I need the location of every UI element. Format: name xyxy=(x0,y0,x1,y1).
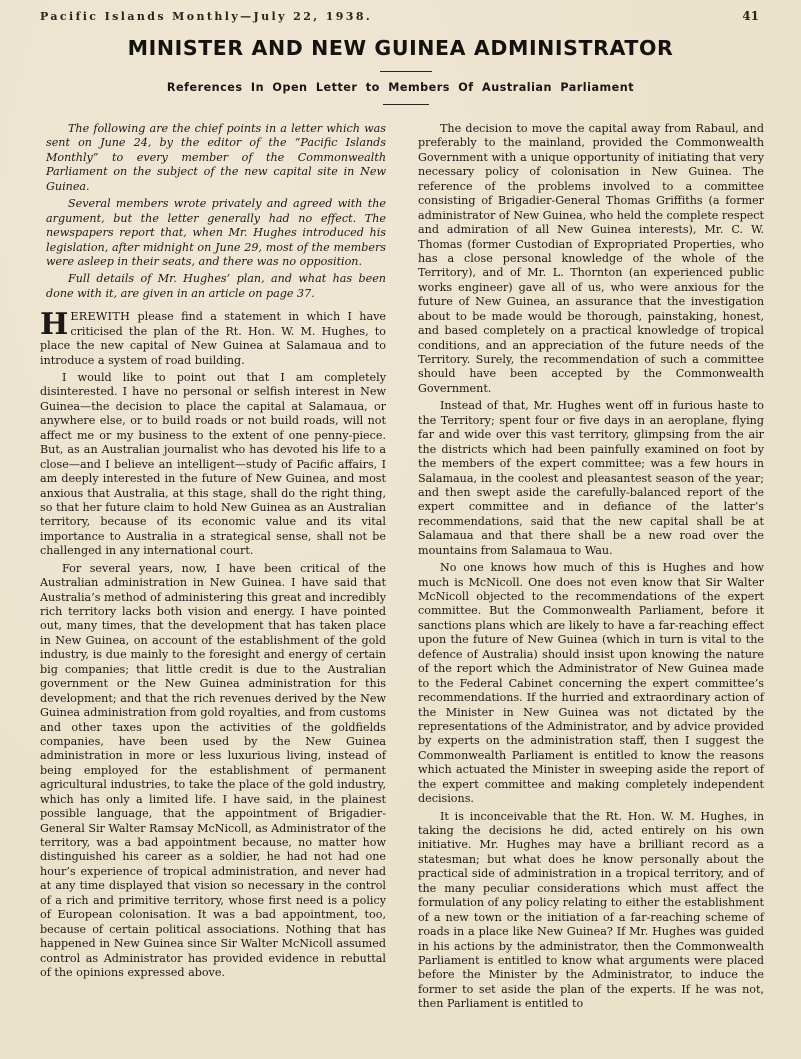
left-column xyxy=(40,122,386,983)
editor-note-paragraph: Full details of Mr. Hughes’ plan, and what has been done with it, are given in an article on page 37. xyxy=(46,272,386,300)
body-paragraph: No one knows how much of this is Hughes and how much is McNicoll. One does not even know that Sir Walter McNicoll objected to the recommendations of the expert committee. But the Commonwealth Parliament, before it sanctions plans which are likely to have a far-reaching effect upon the future of New Guinea (which in turn is vital to the defence of Australia) should insist upon knowing the nature of the report which the Administrator of New Guinea made to the Federal Cabinet concerning the expert committee’s recommendations. If the hurried and extraordinary action of the Minister in New Guinea was not dictated by the representations of the Administrator, and by advice provided by experts on the administration staff, then I suggest the Commonwealth Parliament is entitled to know the reasons which actuated the Minister in sweeping aside the report of the expert committee and making completely independent decisions. xyxy=(418,561,764,806)
body-paragraph: For several years, now, I have been critical of the Australian administration in New Guinea. I have said that Australia’s method of administering this great and incredibly rich territory lacks both vision and energy. I have pointed out, many times, that the development that has taken place in New Guinea, on account of the establishment of the gold industry, is due mainly to the foresight and energy of certain big companies; that little credit is due to the Australian government or the New Guinea administration for this development; and that the rich revenues derived by the New Guinea administration from gold royalties, and from customs and other taxes upon the activities of the goldfields companies, have been used by the New Guinea administration in more or less luxurious living, instead of being employed for the establishment of permanent agricultural industries, to take the place of the gold industry, which has only a limited life. I have said, in the plainest possible language, that the appointment of Brigadier-General Sir Walter Ramsay McNicoll, as Administrator of the territory, was a bad appointment because, no matter how distinguished his career as a soldier, he had not had one hour’s experience of tropical administration, and never had at any time displayed that vision so necessary in the control of a rich and primitive territory, whose first need is a policy of European colonisation. It was a bad appointment, too, because of certain political associations. Nothing that has happened in New Guinea since Sir Walter McNicoll assumed control as Administrator has provided evidence in rebuttal of the opinions expressed above. xyxy=(40,561,386,979)
headline-rule xyxy=(380,71,432,72)
running-head: Pacific Islands Monthly—July 22, 1938. xyxy=(40,10,373,23)
page-number: 41 xyxy=(742,9,759,23)
opening-paragraph-text: please find a statement in which I have criticised the plan of the Rt. Hon. W. M. Hughes, to place the new capital of New Guinea at Salamaua and to introduce a system of road building. xyxy=(40,310,386,367)
editor-note-paragraph: The following are the chief points in a letter which was sent on June 24, by the editor of the “Pacific Islands Monthly” to every member of the Commonwealth Parliament on the subject of the new capital site in New Guinea. xyxy=(46,122,386,193)
subheadline-rule xyxy=(383,104,429,105)
opening-paragraph xyxy=(40,307,386,368)
right-column xyxy=(418,122,764,1015)
article-headline: MINISTER AND NEW GUINEA ADMINISTRATOR xyxy=(127,36,674,60)
body-paragraph: The decision to move the capital away from Rabaul, and preferably to the mainland, provided the Commonwealth Government with a unique opportunity of initiating that very necessary policy of colonisation in New Guinea. The reference of the problems involved to a committee consisting of Brigadier-General Thomas Griffiths (a former administrator of New Guinea, who held the complete respect and admiration of all New Guinea interests), Mr. C. W. Thomas (former Custodian of Expropriated Properties, who has a close personal knowledge of the whole of the Territory), and of Mr. L. Thornton (an experienced public works engineer) gave all of us, who were anxious for the future of New Guinea, an assurance that the investigation about to be made would be thorough, painstaking, honest, and based completely on a practical knowledge of tropical conditions, and an appreciation of the future needs of the Territory. Surely, the recommendation of such a committee should have been accepted by the Commonwealth Government. xyxy=(418,122,765,395)
body-paragraph: It is inconceivable that the Rt. Hon. W. M. Hughes, in taking the decisions he did, acted entirely on his own initiative. Mr. Hughes may have a brilliant record as a statesman; but what does he know personally about the practical side of administration in a tropical territory, and of the many peculiar considerations which must affect the formulation of any policy relating to either the establishment of a new town or the initiation of a far-reaching scheme of roads in a place like New Guinea? If Mr. Hughes was guided in his actions by the administrator, then the Commonwealth Parliament is entitled to know what arguments were placed before the Minister by the Administrator, to induce the former to set aside the plan of the experts. If he was not, then Parliament is entitled to xyxy=(418,809,764,1011)
drop-cap: H xyxy=(40,307,69,343)
editor-note xyxy=(40,122,386,301)
drop-cap-word: EREWITH xyxy=(70,310,131,324)
body-paragraph: I would like to point out that I am completely disinterested. I have no personal or selfish interest in New Guinea—the decision to place the capital at Salamaua, or anywhere else, or to build roads or not build roads, will not affect me or my business to the extent of one penny-piece. But, as an Australian journalist who has devoted his life to a close—and I believe an intelligent—study of Pacific affairs, I am deeply interested in the future of New Guinea, and most anxious that Australia, at this stage, shall do the right thing, so that her future claim to hold New Guinea as an Australian territory, because of its economic value and its vital importance to Australia in a strategical sense, shall not be challenged in any international court. xyxy=(40,371,386,558)
article-subheadline: References In Open Letter to Members Of Australian Parliament xyxy=(166,81,635,94)
body-paragraph: Instead of that, Mr. Hughes went off in furious haste to the Territory; spent four or five days in an aeroplane, flying far and wide over this vast territory, glimpsing from the air the districts which had been painfully examined on foot by the members of the expert committee; was a few hours in Salamaua, in the coolest and pleasantest season of the year; and then swept aside the carefully-balanced report of the expert committee and in defiance of the latter’s recommendations, said that the new capital shall be at Salamaua and that there shall be a new road over the mountains from Salamaua to Wau. xyxy=(418,399,764,557)
editor-note-paragraph: Several members wrote privately and agreed with the argument, but the letter generally had no effect. The newspapers report that, when Mr. Hughes introduced his legislation, after midnight on June 29, most of the members were asleep in their seats, and there was no opposition. xyxy=(46,197,386,268)
